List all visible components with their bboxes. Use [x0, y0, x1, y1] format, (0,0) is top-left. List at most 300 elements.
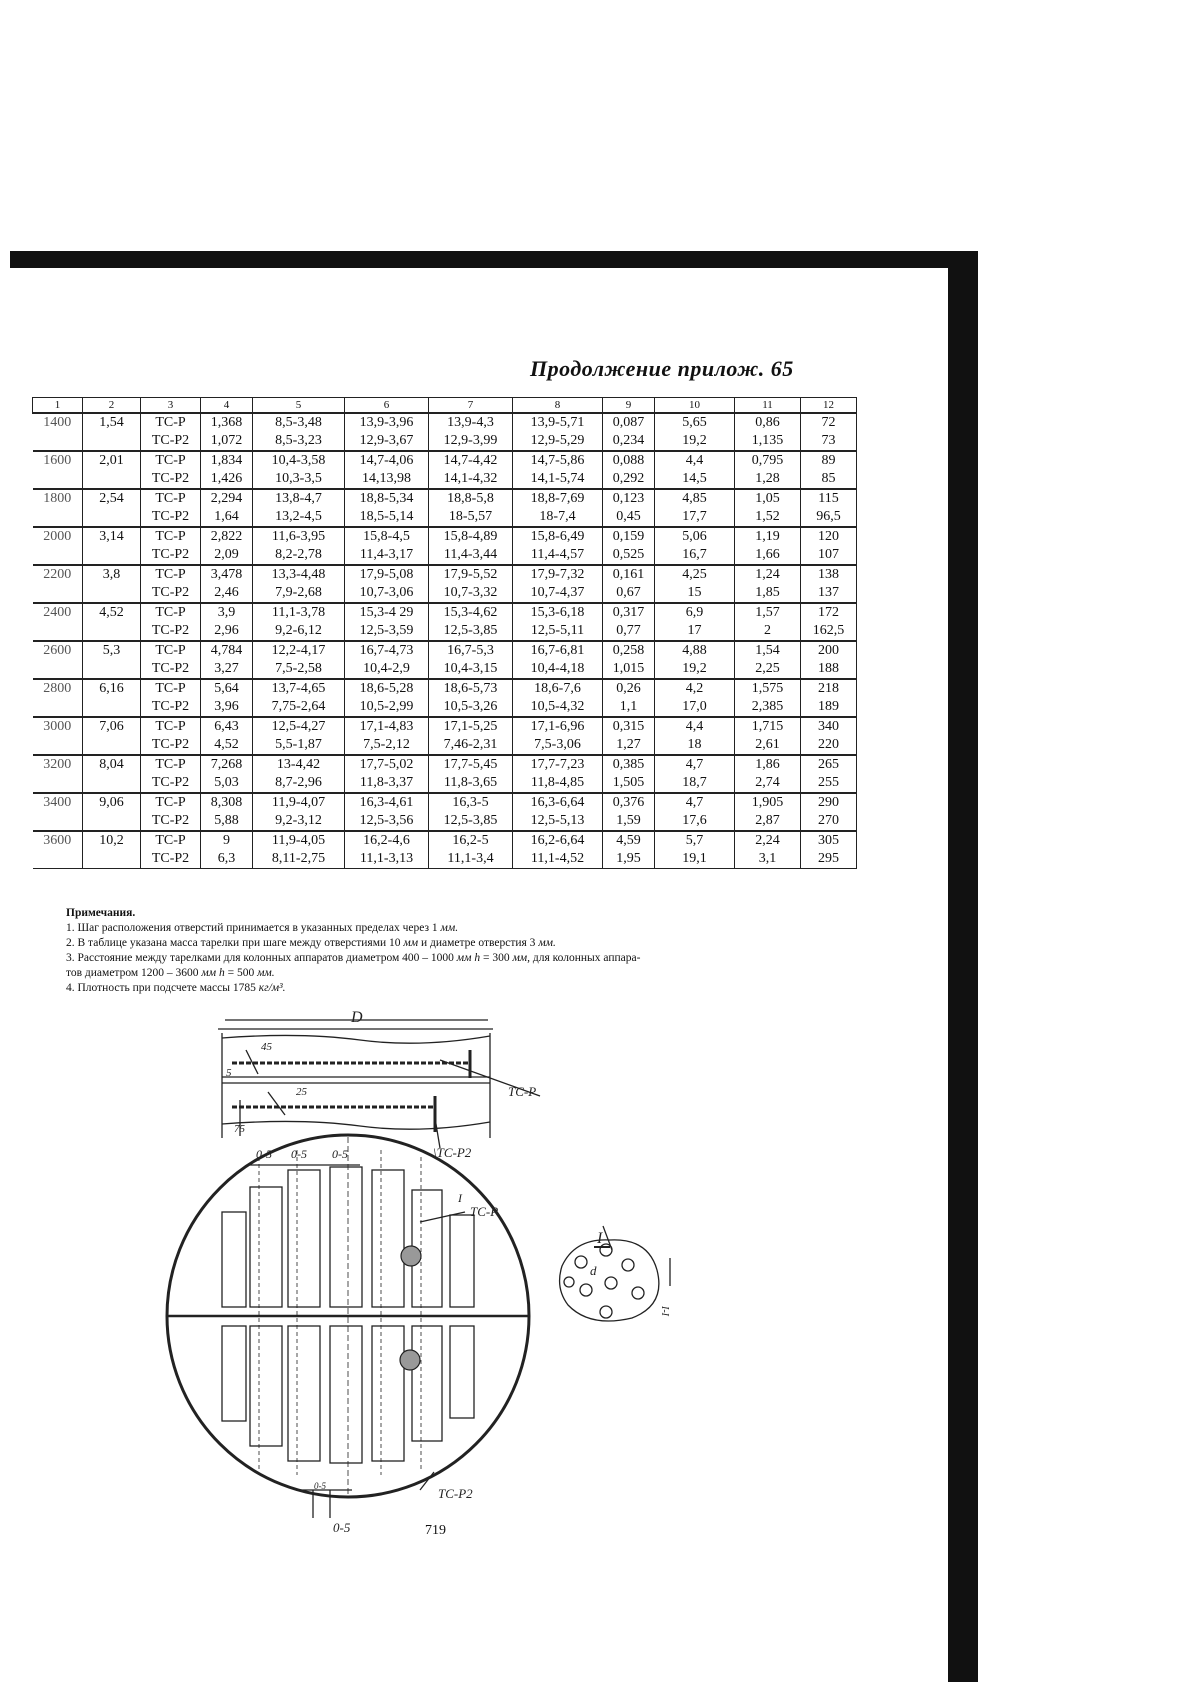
table-cell: 2,54 — [83, 489, 141, 508]
side-section-view — [218, 1020, 540, 1148]
table-cell: 7,5-2,58 — [253, 660, 345, 679]
table-cell: 295 — [801, 850, 857, 869]
table-cell: 17,1-5,25 — [429, 717, 513, 736]
table-cell: 17,1-6,96 — [513, 717, 603, 736]
table-cell: 17 — [655, 622, 735, 641]
table-cell: 18,5-5,14 — [345, 508, 429, 527]
table-cell: 11,1-3,78 — [253, 603, 345, 622]
table-cell: 0,385 — [603, 755, 655, 774]
note-1: 1. Шаг расположения отверстий принимается в указанных пределах через 1 мм. — [66, 922, 459, 934]
table-cell: 0,315 — [603, 717, 655, 736]
table-cell: 1,54 — [735, 641, 801, 660]
table-cell: 4,784 — [201, 641, 253, 660]
table-cell: 2,61 — [735, 736, 801, 755]
table-cell: 5,7 — [655, 831, 735, 850]
label-tcp-plan: ТС-Р — [470, 1204, 499, 1219]
table-cell: ТС-Р2 — [141, 508, 201, 527]
table-cell: 19,1 — [655, 850, 735, 869]
table-cell: 16,7-6,81 — [513, 641, 603, 660]
table-cell: 89 — [801, 451, 857, 470]
table-cell: 17,7-5,02 — [345, 755, 429, 774]
table-cell: 4,52 — [83, 603, 141, 622]
table-cell: 12,9-5,29 — [513, 432, 603, 451]
table-cell: 17,1-4,83 — [345, 717, 429, 736]
table-cell: 4,4 — [655, 451, 735, 470]
label-detail-I: I — [597, 1230, 603, 1247]
table-cell: 8,11-2,75 — [253, 850, 345, 869]
table-cell: 15 — [655, 584, 735, 603]
table-cell: 1,66 — [735, 546, 801, 565]
table-cell: 3200 — [33, 755, 83, 774]
table-cell: ТС-Р — [141, 755, 201, 774]
table-cell: 0,795 — [735, 451, 801, 470]
table-cell: 2,294 — [201, 489, 253, 508]
table-cell: 0,088 — [603, 451, 655, 470]
table-cell: 0,292 — [603, 470, 655, 489]
table-cell: 2,96 — [201, 622, 253, 641]
table-cell: 0,087 — [603, 413, 655, 432]
table-cell: 0,317 — [603, 603, 655, 622]
table-cell: 1,59 — [603, 812, 655, 831]
table-cell: 0,26 — [603, 679, 655, 698]
table-cell: 17,7-5,45 — [429, 755, 513, 774]
table-cell: 10,5-4,32 — [513, 698, 603, 717]
table-cell: 5,3 — [83, 641, 141, 660]
table-cell: ТС-Р2 — [141, 432, 201, 451]
table-cell: 115 — [801, 489, 857, 508]
table-cell: 270 — [801, 812, 857, 831]
table-cell: 255 — [801, 774, 857, 793]
table-cell: 3,14 — [83, 527, 141, 546]
table-cell: 189 — [801, 698, 857, 717]
table-cell: 3,27 — [201, 660, 253, 679]
table-cell: 10,2 — [83, 831, 141, 850]
table-cell: ТС-Р2 — [141, 584, 201, 603]
table-cell: ТС-Р2 — [141, 850, 201, 869]
table-cell: 3,9 — [201, 603, 253, 622]
table-cell: 96,5 — [801, 508, 857, 527]
table-cell: ТС-Р — [141, 603, 201, 622]
table-cell: 12,5-3,59 — [345, 622, 429, 641]
col-header: 11 — [735, 398, 801, 414]
table-cell: 2,46 — [201, 584, 253, 603]
table-cell: 19,2 — [655, 660, 735, 679]
table-cell: 11,9-4,05 — [253, 831, 345, 850]
table-cell: ТС-Р2 — [141, 622, 201, 641]
label-d: d — [590, 1263, 597, 1278]
table-cell: 137 — [801, 584, 857, 603]
table-cell: 12,9-3,67 — [345, 432, 429, 451]
table-cell: 0,123 — [603, 489, 655, 508]
table-cell: 10,5-3,26 — [429, 698, 513, 717]
table-cell: 15,8-4,89 — [429, 527, 513, 546]
table-cell: 12,5-3,56 — [345, 812, 429, 831]
table-cell: 5,64 — [201, 679, 253, 698]
table-cell: 8,2-2,78 — [253, 546, 345, 565]
table-cell: 8,7-2,96 — [253, 774, 345, 793]
table-cell: 1,28 — [735, 470, 801, 489]
table-cell: 2,24 — [735, 831, 801, 850]
col-header: 8 — [513, 398, 603, 414]
table-cell: 3400 — [33, 793, 83, 812]
table-cell: 6,9 — [655, 603, 735, 622]
table-cell: 1,95 — [603, 850, 655, 869]
label-25: 25 — [296, 1086, 307, 1098]
table-cell: 3,96 — [201, 698, 253, 717]
table-cell: 3000 — [33, 717, 83, 736]
table-cell: 4,7 — [655, 793, 735, 812]
table-cell: 13,3-4,48 — [253, 565, 345, 584]
table-cell: 1,834 — [201, 451, 253, 470]
table-cell: 6,43 — [201, 717, 253, 736]
table-cell: ТС-Р2 — [141, 546, 201, 565]
table-cell: 18,8-5,8 — [429, 489, 513, 508]
label-0-5-a: 0-5 — [256, 1147, 272, 1161]
table-cell: ТС-Р2 — [141, 774, 201, 793]
table-cell: 8,5-3,48 — [253, 413, 345, 432]
table-cell: 6,3 — [201, 850, 253, 869]
table-cell: 17,0 — [655, 698, 735, 717]
table-cell: 1,905 — [735, 793, 801, 812]
detail-marker-top — [401, 1246, 421, 1266]
table-cell: 3600 — [33, 831, 83, 850]
table-cell: 11,1-4,52 — [513, 850, 603, 869]
table-cell: 1,505 — [603, 774, 655, 793]
table-cell: 4,59 — [603, 831, 655, 850]
table-cell: 0,234 — [603, 432, 655, 451]
table-cell: ТС-Р2 — [141, 736, 201, 755]
table-cell: 16,2-4,6 — [345, 831, 429, 850]
table-cell: 17,7-7,23 — [513, 755, 603, 774]
page-number: 719 — [425, 1523, 446, 1538]
table-cell: 17,9-7,32 — [513, 565, 603, 584]
table-cell: 11,4-3,44 — [429, 546, 513, 565]
table-cell: 16,7-4,73 — [345, 641, 429, 660]
label-I-I: I-I — [659, 1306, 670, 1316]
table-cell: 15,3-4 29 — [345, 603, 429, 622]
table-cell: 4,52 — [201, 736, 253, 755]
table-cell: 1,05 — [735, 489, 801, 508]
table-cell: 17,9-5,08 — [345, 565, 429, 584]
label-0-5-bottom-small: 0-5 — [314, 1481, 326, 1491]
table-cell: 1,015 — [603, 660, 655, 679]
table-cell: 9,06 — [83, 793, 141, 812]
label-tcp2-side: \ТС-Р2 — [433, 1145, 472, 1160]
table-cell: 4,85 — [655, 489, 735, 508]
notes-heading: Примечания. — [66, 907, 136, 919]
table-cell: 18-7,4 — [513, 508, 603, 527]
table-cell: 14,13,98 — [345, 470, 429, 489]
table-cell: 1,1 — [603, 698, 655, 717]
table-cell: 4,4 — [655, 717, 735, 736]
table-cell: 0,376 — [603, 793, 655, 812]
table-cell: 18,7 — [655, 774, 735, 793]
table-cell: ТС-Р — [141, 527, 201, 546]
table-cell: 2,09 — [201, 546, 253, 565]
plan-view-circle — [167, 1135, 529, 1518]
table-cell: 1,575 — [735, 679, 801, 698]
table-cell: 10,7-3,32 — [429, 584, 513, 603]
table-cell: 14,7-5,86 — [513, 451, 603, 470]
table-cell: 8,5-3,23 — [253, 432, 345, 451]
table-cell: 0,67 — [603, 584, 655, 603]
table-cell: 13,9-5,71 — [513, 413, 603, 432]
table-cell: 2600 — [33, 641, 83, 660]
table-cell: 13,2-4,5 — [253, 508, 345, 527]
table-cell: 72 — [801, 413, 857, 432]
table-cell: 10,5-2,99 — [345, 698, 429, 717]
label-45: 45 — [261, 1041, 272, 1053]
table-cell: ТС-Р — [141, 831, 201, 850]
table-cell: 107 — [801, 546, 857, 565]
col-header: 1 — [33, 398, 83, 414]
table-cell: ТС-Р — [141, 413, 201, 432]
table-cell: 2200 — [33, 565, 83, 584]
table-cell: 10,3-3,5 — [253, 470, 345, 489]
col-header: 4 — [201, 398, 253, 414]
table-cell: 2,25 — [735, 660, 801, 679]
table-cell: 16,3-6,64 — [513, 793, 603, 812]
table-cell: 18,6-5,28 — [345, 679, 429, 698]
table-cell: 18 — [655, 736, 735, 755]
table-cell: 1,54 — [83, 413, 141, 432]
table-cell: 14,1-5,74 — [513, 470, 603, 489]
table-cell: ТС-Р2 — [141, 470, 201, 489]
table-cell: 2400 — [33, 603, 83, 622]
table-cell: 1400 — [33, 413, 83, 432]
table-cell: 290 — [801, 793, 857, 812]
table-cell: 200 — [801, 641, 857, 660]
table-cell: 1,135 — [735, 432, 801, 451]
table-cell: 12,5-4,27 — [253, 717, 345, 736]
table-cell: 17,7 — [655, 508, 735, 527]
table-cell: 11,1-3,4 — [429, 850, 513, 869]
table-cell: 2800 — [33, 679, 83, 698]
label-D: D — [351, 1009, 363, 1026]
table-cell: 5,03 — [201, 774, 253, 793]
table-cell: 17,6 — [655, 812, 735, 831]
col-header: 10 — [655, 398, 735, 414]
table-cell: 11,8-4,85 — [513, 774, 603, 793]
label-0-5-b: 0-5 — [291, 1147, 307, 1161]
table-cell: 1,64 — [201, 508, 253, 527]
table-cell: 1,24 — [735, 565, 801, 584]
table-cell: 6,16 — [83, 679, 141, 698]
label-tcp2-plan: ТС-Р2 — [438, 1486, 473, 1501]
table-cell: 18-5,57 — [429, 508, 513, 527]
table-cell: 7,5-3,06 — [513, 736, 603, 755]
table-cell: 11,8-3,37 — [345, 774, 429, 793]
table-cell: 5,06 — [655, 527, 735, 546]
table-cell: 11,1-3,13 — [345, 850, 429, 869]
table-cell: 2,01 — [83, 451, 141, 470]
col-header: 5 — [253, 398, 345, 414]
table-cell: 11,4-4,57 — [513, 546, 603, 565]
table-cell: 3,478 — [201, 565, 253, 584]
table-cell: 0,86 — [735, 413, 801, 432]
table-cell: 10,4-3,58 — [253, 451, 345, 470]
col-header: 12 — [801, 398, 857, 414]
label-I: I — [458, 1191, 462, 1205]
table-cell: 12,5-5,13 — [513, 812, 603, 831]
table-cell: 17,9-5,52 — [429, 565, 513, 584]
table-cell: 18,6-7,6 — [513, 679, 603, 698]
label-75: 75 — [234, 1123, 245, 1135]
table-cell: 2,385 — [735, 698, 801, 717]
table-cell: 16,2-5 — [429, 831, 513, 850]
col-header: 2 — [83, 398, 141, 414]
table-cell: 16,7 — [655, 546, 735, 565]
table-cell: ТС-Р2 — [141, 812, 201, 831]
table-cell: 9,2-3,12 — [253, 812, 345, 831]
table-cell: 305 — [801, 831, 857, 850]
table-cell: 13,7-4,65 — [253, 679, 345, 698]
table-cell: ТС-Р — [141, 489, 201, 508]
table-cell: 16,3-4,61 — [345, 793, 429, 812]
col-header: 3 — [141, 398, 201, 414]
note-4: 4. Плотность при подсчете массы 1785 кг/м³. — [66, 982, 286, 994]
table-cell: ТС-Р — [141, 451, 201, 470]
table-cell: 2000 — [33, 527, 83, 546]
table-cell: 85 — [801, 470, 857, 489]
table-cell: 14,7-4,06 — [345, 451, 429, 470]
table-cell: 18,8-5,34 — [345, 489, 429, 508]
table-cell: 0,258 — [603, 641, 655, 660]
table-cell: 10,4-3,15 — [429, 660, 513, 679]
table-cell: 14,7-4,42 — [429, 451, 513, 470]
table-cell: 10,7-3,06 — [345, 584, 429, 603]
table-cell: 172 — [801, 603, 857, 622]
table-cell: 16,7-5,3 — [429, 641, 513, 660]
table-cell: 13,9-3,96 — [345, 413, 429, 432]
table-cell: 9,2-6,12 — [253, 622, 345, 641]
table-cell: 1,27 — [603, 736, 655, 755]
table-cell: 15,3-6,18 — [513, 603, 603, 622]
table-cell: 16,2-6,64 — [513, 831, 603, 850]
table-cell: 188 — [801, 660, 857, 679]
table-cell: 7,06 — [83, 717, 141, 736]
table-cell: 11,4-3,17 — [345, 546, 429, 565]
col-header: 9 — [603, 398, 655, 414]
table-cell: 220 — [801, 736, 857, 755]
table-cell: 1,426 — [201, 470, 253, 489]
note-3-cont: тов диаметром 1200 – 3600 мм h = 500 мм. — [66, 967, 275, 979]
label-0-5-bottom: 0-5 — [333, 1520, 351, 1535]
table-cell: 340 — [801, 717, 857, 736]
table-cell: 11,8-3,65 — [429, 774, 513, 793]
table-cell: ТС-Р — [141, 793, 201, 812]
table-cell: 1,368 — [201, 413, 253, 432]
note-2: 2. В таблице указана масса тарелки при шаге между отверстиями 10 мм и диаметре отверстия 3 мм. — [66, 937, 556, 949]
table-cell: 16,3-5 — [429, 793, 513, 812]
table-cell: 2,87 — [735, 812, 801, 831]
table-cell: 1,19 — [735, 527, 801, 546]
table-cell: 265 — [801, 755, 857, 774]
table-cell: 1,072 — [201, 432, 253, 451]
table-cell: 0,161 — [603, 565, 655, 584]
table-cell: ТС-Р2 — [141, 660, 201, 679]
table-cell: 0,77 — [603, 622, 655, 641]
table-cell: 9 — [201, 831, 253, 850]
col-header: 7 — [429, 398, 513, 414]
table-cell: 1,85 — [735, 584, 801, 603]
table-cell: 11,9-4,07 — [253, 793, 345, 812]
table-cell: 15,8-4,5 — [345, 527, 429, 546]
table-cell: 14,1-4,32 — [429, 470, 513, 489]
table-cell: 10,7-4,37 — [513, 584, 603, 603]
label-5: 5 — [226, 1067, 232, 1079]
table-cell: 12,2-4,17 — [253, 641, 345, 660]
table-cell: 19,2 — [655, 432, 735, 451]
table-cell: 0,159 — [603, 527, 655, 546]
label-tcp-side: ТС-Р — [508, 1084, 537, 1099]
table-cell: 8,308 — [201, 793, 253, 812]
table-cell: 218 — [801, 679, 857, 698]
table-cell: 5,88 — [201, 812, 253, 831]
table-cell: 5,65 — [655, 413, 735, 432]
table-cell: 1,57 — [735, 603, 801, 622]
table-cell: 0,525 — [603, 546, 655, 565]
table-cell: 12,9-3,99 — [429, 432, 513, 451]
table-cell: 1,715 — [735, 717, 801, 736]
table-cell: ТС-Р — [141, 717, 201, 736]
table-cell: 1,86 — [735, 755, 801, 774]
table-cell: 120 — [801, 527, 857, 546]
label-0-5-c: 0-5 — [332, 1147, 348, 1161]
table-cell: 11,6-3,95 — [253, 527, 345, 546]
col-header: 6 — [345, 398, 429, 414]
table-cell: 10,4-4,18 — [513, 660, 603, 679]
table-cell: 13,9-4,3 — [429, 413, 513, 432]
table-cell: ТС-Р — [141, 679, 201, 698]
table-cell: 138 — [801, 565, 857, 584]
table-cell: 2 — [735, 622, 801, 641]
table-cell: 13-4,42 — [253, 755, 345, 774]
table-cell: 18,6-5,73 — [429, 679, 513, 698]
table-cell: 5,5-1,87 — [253, 736, 345, 755]
table-cell: ТС-Р2 — [141, 698, 201, 717]
note-3: 3. Расстояние между тарелками для колонных аппаратов диаметром 400 – 1000 мм h = 300 мм, для колонных аппара- — [66, 952, 641, 964]
table-cell: 18,8-7,69 — [513, 489, 603, 508]
table-cell: 3,1 — [735, 850, 801, 869]
detail-marker-bottom — [400, 1350, 420, 1370]
table-cell: 15,8-6,49 — [513, 527, 603, 546]
table-cell: 15,3-4,62 — [429, 603, 513, 622]
table-cell: 12,5-3,85 — [429, 812, 513, 831]
page-title: Продолжение прилож. 65 — [530, 356, 794, 381]
table-cell: 0,45 — [603, 508, 655, 527]
detail-view-I — [560, 1226, 670, 1321]
table-cell: 1800 — [33, 489, 83, 508]
table-cell: 12,5-5,11 — [513, 622, 603, 641]
table-cell: 4,7 — [655, 755, 735, 774]
table-cell: 14,5 — [655, 470, 735, 489]
table-cell: 4,2 — [655, 679, 735, 698]
table-cell: 10,4-2,9 — [345, 660, 429, 679]
table-cell: 2,74 — [735, 774, 801, 793]
table-cell: 7,268 — [201, 755, 253, 774]
table-cell: 4,25 — [655, 565, 735, 584]
table-cell: 7,5-2,12 — [345, 736, 429, 755]
table-cell: ТС-Р — [141, 641, 201, 660]
table-cell: 13,8-4,7 — [253, 489, 345, 508]
table-cell: 4,88 — [655, 641, 735, 660]
table-cell: 7,75-2,64 — [253, 698, 345, 717]
table-cell: 162,5 — [801, 622, 857, 641]
table-cell: 1,52 — [735, 508, 801, 527]
table-cell: 8,04 — [83, 755, 141, 774]
table-cell: 2,822 — [201, 527, 253, 546]
